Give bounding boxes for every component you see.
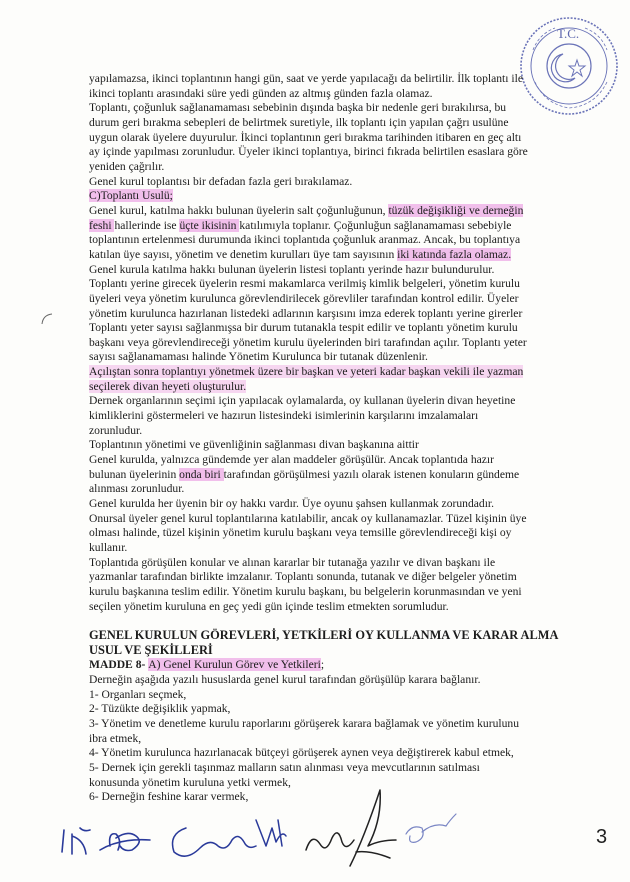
list-item: 3- Yönetim ve denetleme kurulu raporlarını görüşerek karara bağlamak ve yönetim kurulunu (89, 716, 519, 730)
text-span: katılımıyla toplanır. Çoğunluğun sağlanamaması sebebiyle (239, 218, 512, 232)
list-item: 2- Tüzükte değişiklik yapmak, (89, 702, 231, 716)
text-line: Onursal üyeler genel kurul toplantılarına katılabilir, ancak oy kullanamazlar. Tüzel kişinin üye (89, 511, 527, 525)
signature-3 (306, 790, 396, 866)
text-line: ay içinde yapılması zorunludur. Üyeler ikinci toplantıya, birinci fıkrada belirtilen esaslara göre (89, 145, 528, 159)
highlighted-text: onda biri (179, 467, 224, 481)
text-span: katılan üye sayısı, yönetim ve denetim kurulları üye tam sayısının (89, 247, 398, 261)
text-span: Genel kurul, katılma hakkı bulunan üyelerin salt çoğunluğunun, (89, 203, 389, 217)
text-span: bulunan üyelerinin (89, 467, 180, 481)
text-line (89, 365, 609, 380)
text-line: yapılamazsa, ikinci toplantının hangi gün, saat ve yerde yapılacağı da belirtilir. İlk toplantı ile (89, 72, 523, 85)
text-line (89, 219, 609, 234)
signatures (50, 780, 470, 880)
list-item: 6- Derneğin feshine karar vermek, (89, 790, 249, 804)
list-item: 5- Dernek için gerekli taşınmaz malların satın alınması veya mevcutlarının satılması (89, 760, 480, 774)
text-line: Genel kurula katılma hakkı bulunan üyelerin listesi toplantı yerinde hazır bulundurulur. (89, 262, 495, 276)
text-line (89, 380, 609, 395)
text-line: durum geri bırakma sebepleri de belirtmek suretiyle, ilk toplantı için yapılan çağrı usulüne (89, 115, 509, 129)
text-line: uygun olarak üyelere duyurulur. İkinci toplantının geri bırakma tarihinden itibaren en geç altı (89, 130, 522, 144)
seal-text: T.C. (557, 26, 580, 41)
text-span: hallerinde ise (114, 218, 180, 232)
highlighted-text: feshi (89, 218, 115, 232)
text-line: toplantının ertelenmesi durumunda ikinci toplantıda çoğunluk aranmaz. Ancak, bu toplantıya (89, 233, 521, 247)
highlighted-text: üçte ikisinin (179, 218, 240, 232)
highlighted-text: A) Genel Kurulun Görev ve Yetkileri (148, 658, 321, 672)
list-item: konusunda yönetim kuruluna yetki vermek, (89, 775, 291, 789)
text-line: kimliklerini göstermeleri ve hazırun listesindeki isimlerinin karşılarını imzalamaları (89, 409, 479, 423)
text-line: seçilen yönetim kuruluna en geç yedi gün içinde teslim etmekten sorumludur. (89, 599, 449, 613)
text-span: tarafından görüşülmesi yazılı olarak istenen konuların gündeme (223, 467, 520, 481)
text-line: üyeleri veya yönetim kurulunca görevlendirilecek görevliler tarafından kontrol edilir. Üyeler (89, 291, 519, 305)
text-span: ; (320, 658, 325, 672)
text-line: kullanır. (89, 541, 128, 554)
text-line: Toplantının yönetimi ve güvenliğinin sağlanması divan başkanına aittir (89, 438, 419, 452)
text-line: Genel kurulda, yalnızca gündemde yer alan maddeler görüşülür. Ancak toplantıda hazır (89, 453, 494, 467)
highlighted-text: tüzük değişikliği ve derneğin (388, 203, 524, 217)
highlighted-text: C)Toplantı Usulü; (89, 189, 173, 203)
text-line: yeniden çağrılır. (89, 159, 165, 173)
text-line: Toplantı, çoğunluk sağlanamaması sebebinin dışında başka bir nedenle geri bırakılırsa, bu (89, 101, 507, 115)
signature-2 (173, 820, 287, 856)
highlighted-text: iki katında fazla olamaz. (397, 247, 512, 261)
text-line: Dernek organlarının seçimi için yapılacak oylamalarda, oy kullanan üyelerin divan heyetine (89, 394, 516, 408)
text-line: yazmanlar tarafından birlikte imzalanır. Toplantı sonunda, tutanak ve diğer belgeler yönetim (89, 570, 517, 584)
spacer (89, 614, 609, 628)
list-item: 1- Organları seçmek, (89, 687, 187, 701)
text-line: yönetim kurulunca hazırlanan listedeki adlarının karşısını imza ederek toplantı yerine girerler (89, 306, 523, 320)
text-line: Toplantı yerine girecek üyelerin resmi makamlarca verilmiş kimlik belgeleri, yönetim kurulu (89, 277, 520, 291)
text-line: olması halinde, tüzel kişinin yönetim kurulu başkanı veya temsille görevlendireceği kişi oy (89, 526, 512, 540)
highlighted-text: Açılıştan sonra toplantıyı yönetmek üzere bir başkan ve yeteri kadar başkan vekili ile yazman (89, 365, 524, 379)
text-line: Derneğin aşağıda yazılı hususlarda genel kurul tarafından görüşülüp karara bağlanır. (89, 672, 481, 686)
madde-label: MADDE 8- (89, 658, 149, 672)
text-line: kurulu başkanına teslim edilir. Yönetim kurulu başkanı, bu belgelerin korunmasından ve yeni (89, 584, 522, 598)
text-line: sayısı sağlanamaması halinde Yönetim Kurulunca bir tutanak düzenlenir. (89, 350, 428, 364)
section-heading: USUL VE ŞEKİLLERİ (89, 643, 213, 658)
text-line: ikinci toplantı arasındaki süre yedi günden az altmış günden fazla olamaz. (89, 86, 433, 100)
text-line (89, 468, 609, 483)
page-number: 3 (596, 826, 608, 848)
text-line (89, 248, 609, 263)
madde-8-title (89, 658, 609, 673)
signature-4 (406, 814, 456, 842)
signature-1 (62, 828, 150, 854)
text-line: başkanı veya görevlendireceği yönetim kurulu üyelerinden biri tarafından açılır. Toplantı yeter (89, 335, 527, 349)
text-line (89, 204, 609, 219)
document-body (89, 72, 609, 805)
list-item: 4- Yönetim kurulunca hazırlanacak bütçeyi görüşerek aynen veya değiştirerek kabul etmek, (89, 746, 514, 760)
highlighted-text: seçilerek divan heyeti oluşturulur. (89, 379, 247, 393)
text-line: Toplantıda görüşülen konular ve alınan kararlar bir tutanağa yazılır ve divan başkanı ile (89, 555, 496, 569)
section-heading: GENEL KURULUN GÖREVLERİ, YETKİLERİ OY KULLANMA VE KARAR ALMA (89, 628, 559, 643)
text-line: Toplantı yeter sayısı sağlanmışsa bir durum tutanakla tespit edilir ve toplantı yönetim kurulu (89, 321, 518, 335)
text-line: alınması zorunludur. (89, 482, 185, 496)
section-c-title (89, 189, 609, 204)
list-item: ibra etmek, (89, 731, 142, 745)
margin-mark (40, 312, 54, 326)
text-line: zorunludur. (89, 423, 143, 437)
text-line: Genel kurulda her üyenin bir oy hakkı vardır. Üye oyunu şahsen kullanmak zorundadır. (89, 497, 495, 511)
text-line: Genel kurul toplantısı bir defadan fazla geri bırakılamaz. (89, 174, 353, 188)
